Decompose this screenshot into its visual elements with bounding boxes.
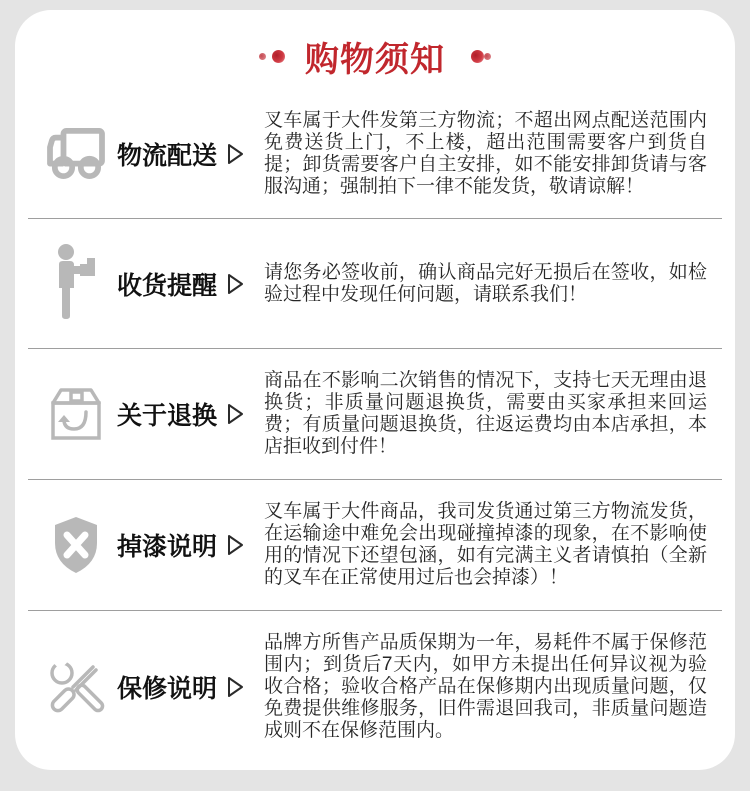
section-text: 叉车属于大件商品，我司发货通过第三方物流发货，在运输途中难免会出现碰撞掉漆的现象，在不影响使用的情况下还望包涵，如有完满主义者请慎拍（全新的叉车在正常使用过后也会掉漆）！ xyxy=(264,501,707,588)
section-warranty xyxy=(15,611,735,763)
triangle-marker-icon xyxy=(227,403,244,425)
section-label: 关于退换 xyxy=(117,402,218,430)
truck-icon xyxy=(47,128,105,180)
section-text: 请您务必签收前，确认商品完好无损后在签收，如检验过程中发现任何问题，请联系我们！ xyxy=(264,261,707,305)
shield-x-icon xyxy=(47,516,105,574)
shopping-notice-card xyxy=(15,10,735,770)
title-dot-small-right xyxy=(484,53,491,60)
triangle-marker-icon xyxy=(227,143,244,165)
tools-icon xyxy=(47,658,105,716)
section-label: 收货提醒 xyxy=(117,271,218,300)
person-box-icon xyxy=(47,244,105,324)
section-label: 掉漆说明 xyxy=(117,533,218,561)
triangle-marker-icon xyxy=(227,273,244,295)
title-dot-small-left xyxy=(259,53,266,60)
title-row xyxy=(15,10,735,90)
section-receiving xyxy=(15,219,735,348)
section-text: 商品在不影响二次销售的情况下，支持七天无理由退换货；非质量问题退换货，需要由买家承担来回运费；有质量问题退换货，往返运费均由本店承担，本店拒收到付件！ xyxy=(264,370,707,457)
section-label: 保修说明 xyxy=(117,675,218,703)
section-text: 品牌方所售产品质保期为一年，易耗件不属于保修范围内；到货后7天内，如甲方未提出任何异议视为验收合格；验收合格产品在保修期内出现质量问题，仅免费提供维修服务，旧件需退回我司，非质量问题造成则不在保修范围内。 xyxy=(264,632,707,741)
return-box-icon xyxy=(47,386,105,442)
section-returns xyxy=(15,349,735,479)
page-title: 购物须知 xyxy=(305,40,445,79)
section-text: 叉车属于大件发第三方物流；不超出网点配送范围内免费送货上门，不上楼，超出范围需要客户到货自提；卸货需要客户自主安排，如不能安排卸货请与客服沟通；强制拍下一律不能发货，敬请谅解！ xyxy=(264,110,707,197)
triangle-marker-icon xyxy=(227,676,244,698)
section-paint-loss xyxy=(15,480,735,610)
section-label: 物流配送 xyxy=(117,142,218,170)
title-dot-large-left xyxy=(272,50,285,63)
section-logistics xyxy=(15,90,735,218)
title-dot-large-right xyxy=(471,50,484,63)
triangle-marker-icon xyxy=(227,534,244,556)
